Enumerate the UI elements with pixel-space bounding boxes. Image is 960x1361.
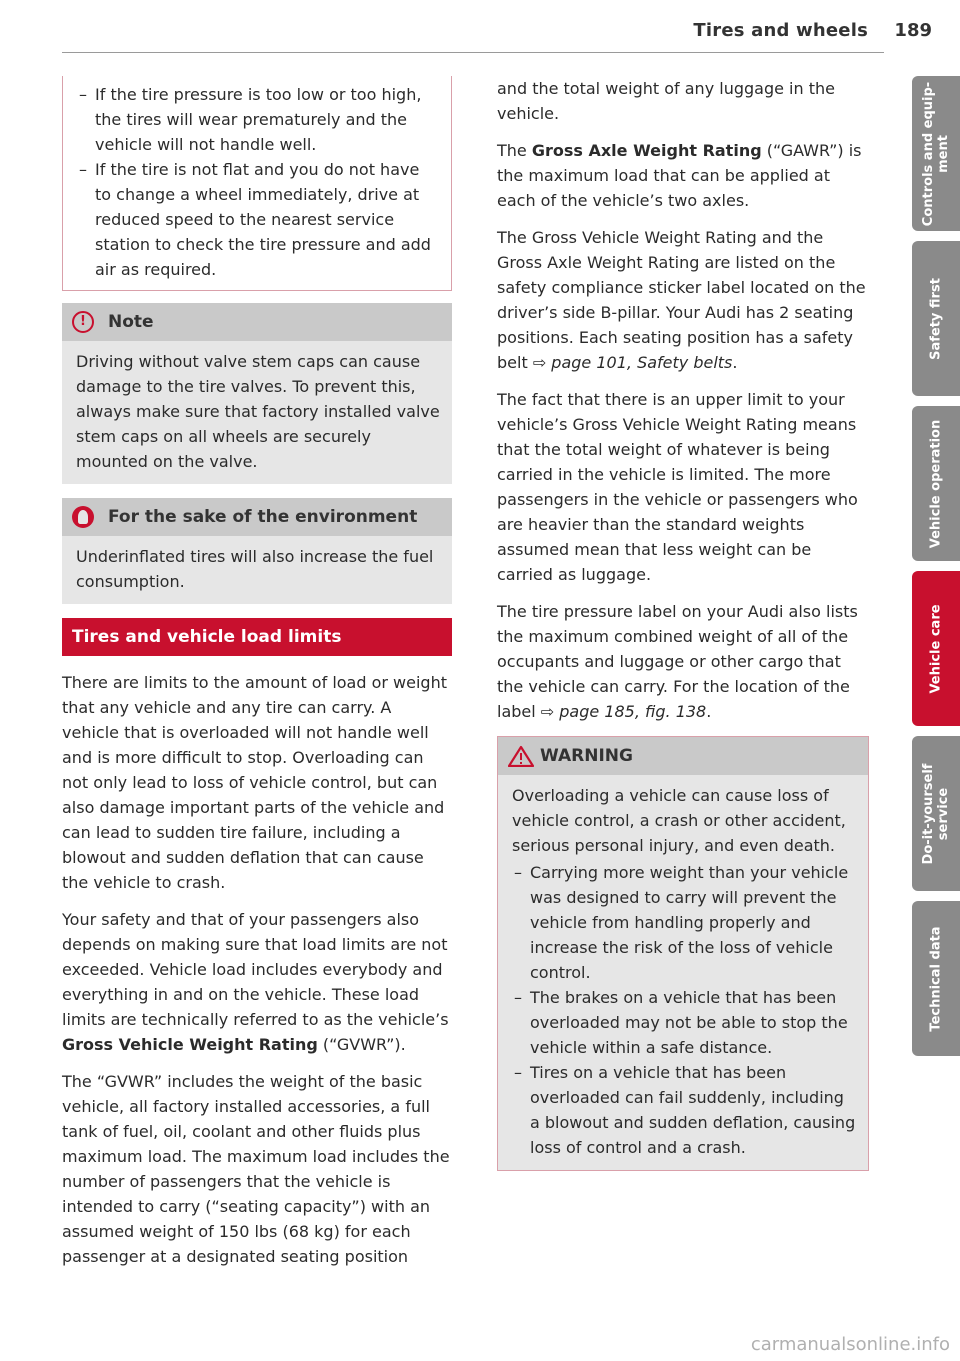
header-rule (62, 52, 884, 53)
paragraph: The “GVWR” includes the weight of the basic vehicle, all factory installed accessories, a full tank of fuel, oil, coolant and other fluids plus maximum load. The maximum load includes the number of passengers that the vehicle is intended to carry (“seating capacity”) with an assumed weight of 150 lbs (68 kg) for each passenger at a designated seating position (62, 1072, 450, 1266)
paragraph: and the total weight of any luggage in the vehicle. (497, 79, 835, 123)
term-gawr: Gross Axle Weight Rating (531, 141, 762, 160)
tab-label: Controls and equip- ment (921, 81, 951, 226)
paragraph-text: (“GVWR”). (317, 1035, 406, 1054)
tab-label: Do-it-yourself service (921, 763, 951, 864)
paragraph-text: . (732, 353, 738, 372)
tab-label: Vehicle care (928, 603, 944, 694)
cross-reference-link[interactable]: ⇨ page 101, Safety belts (532, 353, 733, 372)
tab-label: Safety first (928, 277, 944, 360)
list-item: – Tires on a vehicle that has been overloaded can fail suddenly, including a blowout and sudden deflation, causing loss of control and a crash. (512, 1060, 856, 1160)
tab-label: Technical data (928, 925, 944, 1032)
tab-vehicle-operation[interactable] (912, 406, 960, 561)
tab-do-it-yourself-service[interactable] (912, 736, 960, 891)
list-item: – If the tire is not flat and you do not have to change a wheel immediately, drive at reduced speed to the nearest service station to check the tire pressure and add air as required. (77, 157, 439, 282)
environment-icon (72, 506, 94, 528)
left-column (62, 76, 452, 1281)
list-item: – The brakes on a vehicle that has been overloaded may not be able to stop the vehicle within a safe distance. (512, 985, 856, 1060)
continued-box (62, 76, 452, 291)
running-header-title: Tires and wheels (693, 20, 868, 41)
warning-list (512, 860, 856, 1160)
paragraph-text: The Gross Vehicle Weight Rating and the Gross Axle Weight Rating are listed on the safety compliance sticker label located on the driver’s side B-pillar. Your Audi has 2 seating positions. Each seating position has a safety belt (497, 228, 866, 372)
list-item: – If the tire pressure is too low or too high, the tires will wear prematurely and the vehicle will not handle well. (77, 82, 439, 157)
paragraph-text: The (497, 141, 532, 160)
right-column (497, 76, 869, 1171)
note-icon: ! (72, 311, 94, 333)
paragraph-text: Your safety and that of your passengers also depends on making sure that load limits are not exceeded. Vehicle load includes everybody and everything in and on the vehicle. These load limits are technically referred to as the vehicle’s (62, 910, 449, 1029)
paragraph-text: The tire pressure label on your Audi also lists the maximum combined weight of all of the occupants and luggage or other cargo that the vehicle can carry. For the location of the label (497, 602, 858, 721)
tab-controls-and-equipment[interactable] (912, 76, 960, 231)
list-item: – Carrying more weight than your vehicle was designed to carry will prevent the vehicle from handling properly and increase the risk of the loss of vehicle control. (512, 860, 856, 985)
note-header (62, 303, 452, 341)
cross-reference-link[interactable]: ⇨ page 185, fig. 138 (540, 702, 707, 721)
environment-title: For the sake of the environment (108, 506, 418, 527)
warning-header (498, 737, 868, 775)
section-heading: Tires and vehicle load limits (62, 618, 452, 656)
paragraph: The fact that there is an upper limit to your vehicle’s Gross Vehicle Weight Rating means that the total weight of whatever is being carried in the vehicle is limited. The more passengers in the vehicle or passengers who are heavier than the standard weights assumed mean that less weight can be carried as luggage. (497, 390, 858, 584)
note-title: Note (108, 311, 154, 332)
page-number: 189 (894, 20, 932, 41)
paragraph (497, 599, 869, 724)
warning-triangle-icon (508, 745, 534, 767)
tab-safety-first[interactable] (912, 241, 960, 396)
chapter-tabs (912, 76, 960, 1066)
watermark: carmanualsonline.info (750, 1334, 950, 1355)
warning-intro: Overloading a vehicle can cause loss of vehicle control, a crash or other accident, serious personal injury, and even death. (512, 786, 846, 855)
tab-vehicle-care[interactable] (912, 571, 960, 726)
continued-list (77, 82, 439, 282)
tab-label: Vehicle operation (928, 419, 944, 548)
warning-title: WARNING (540, 745, 633, 766)
paragraph: There are limits to the amount of load or weight that any vehicle and any tire can carry. A vehicle that is overloaded will not handle well and is more difficult to stop. Overloading can not only lead to loss of vehicle control, but can also damage important parts of the vehicle and can lead to sudden tire failure, including a blowout and sudden deflation that can cause the vehicle to crash. (62, 673, 447, 892)
environment-body: Underinflated tires will also increase the fuel consumption. (76, 547, 434, 591)
paragraph (62, 907, 452, 1057)
environment-callout (62, 498, 452, 604)
warning-body (498, 775, 868, 1170)
note-callout (62, 303, 452, 484)
paragraph-text: . (706, 702, 712, 721)
environment-header (62, 498, 452, 536)
term-gvwr: Gross Vehicle Weight Rating (62, 1035, 318, 1054)
paragraph (497, 138, 869, 213)
note-body: Driving without valve stem caps can cause damage to the tire valves. To prevent this, always make sure that factory installed valve stem caps on all wheels are securely mounted on the valve. (76, 352, 440, 471)
paragraph (497, 225, 869, 375)
warning-callout (497, 736, 869, 1171)
paragraph-text: (“GAWR”) is the maximum load that can be applied at each of the vehicle’s two axles. (497, 141, 862, 210)
tab-technical-data[interactable] (912, 901, 960, 1056)
